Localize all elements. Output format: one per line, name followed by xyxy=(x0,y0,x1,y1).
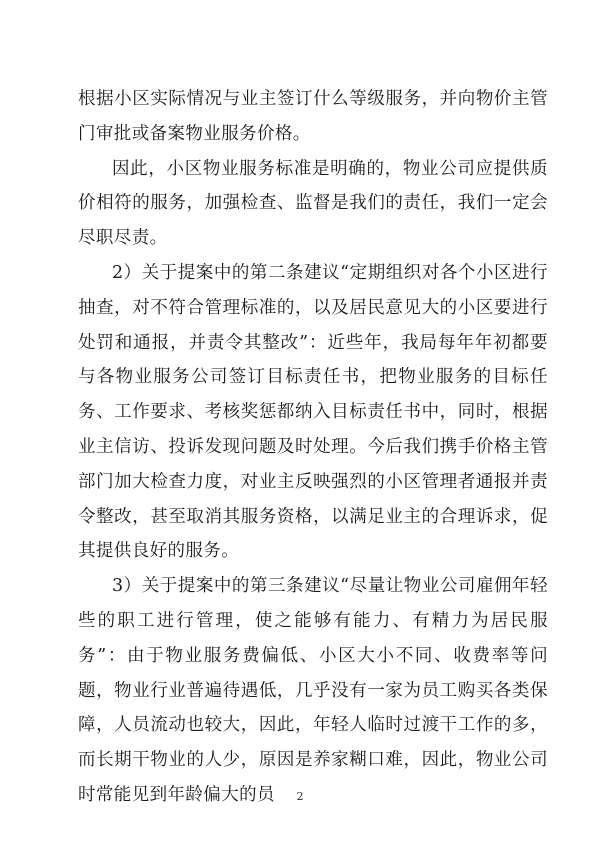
page-number: 2 xyxy=(296,790,304,803)
paragraph: 3）关于提案中的第三条建议“尽量让物业公司雇佣年轻些的职工进行管理，使之能够有能力、有精力为居民服务”：由于物业服务费偏低、小区大小不同、收费率等问题，物业行业普遍待遇低，几乎没有一家为员工购买各类保障，人员流动也较大，因此，年轻人临时过渡干工作的多，而长期干物业的人少，原因是养家糊口难，因此，物业公司时常能见到年龄偏大的员 xyxy=(78,576,548,805)
paragraph: 根据小区实际情况与业主签订什么等级服务，并向物价主管门审批或备案物业服务价格。 xyxy=(78,89,548,144)
paragraph: 因此，小区物业服务标准是明确的，物业公司应提供质价相符的服务，加强检查、监督是我们的责任，我们一定会尽职尽责。 xyxy=(78,158,548,249)
body-text xyxy=(78,82,548,813)
paragraph: 2）关于提案中的第二条建议“定期组织对各个小区进行抽查，对不符合管理标准的，以及居民意见大的小区要进行处罚和通报，并责令其整改”：近些年，我局每年年初都要与各物业服务公司签订目标责任书，把物业服务的目标任务、工作要求、考核奖惩都纳入目标责任书中，同时，根据业主信访、投诉发现问题及时处理。今后我们携手价格主管部门加大检查力度，对业主反映强烈的小区管理者通报并责令整改，甚至取消其服务资格，以满足业主的合理诉求，促其提供良好的服务。 xyxy=(78,262,548,562)
